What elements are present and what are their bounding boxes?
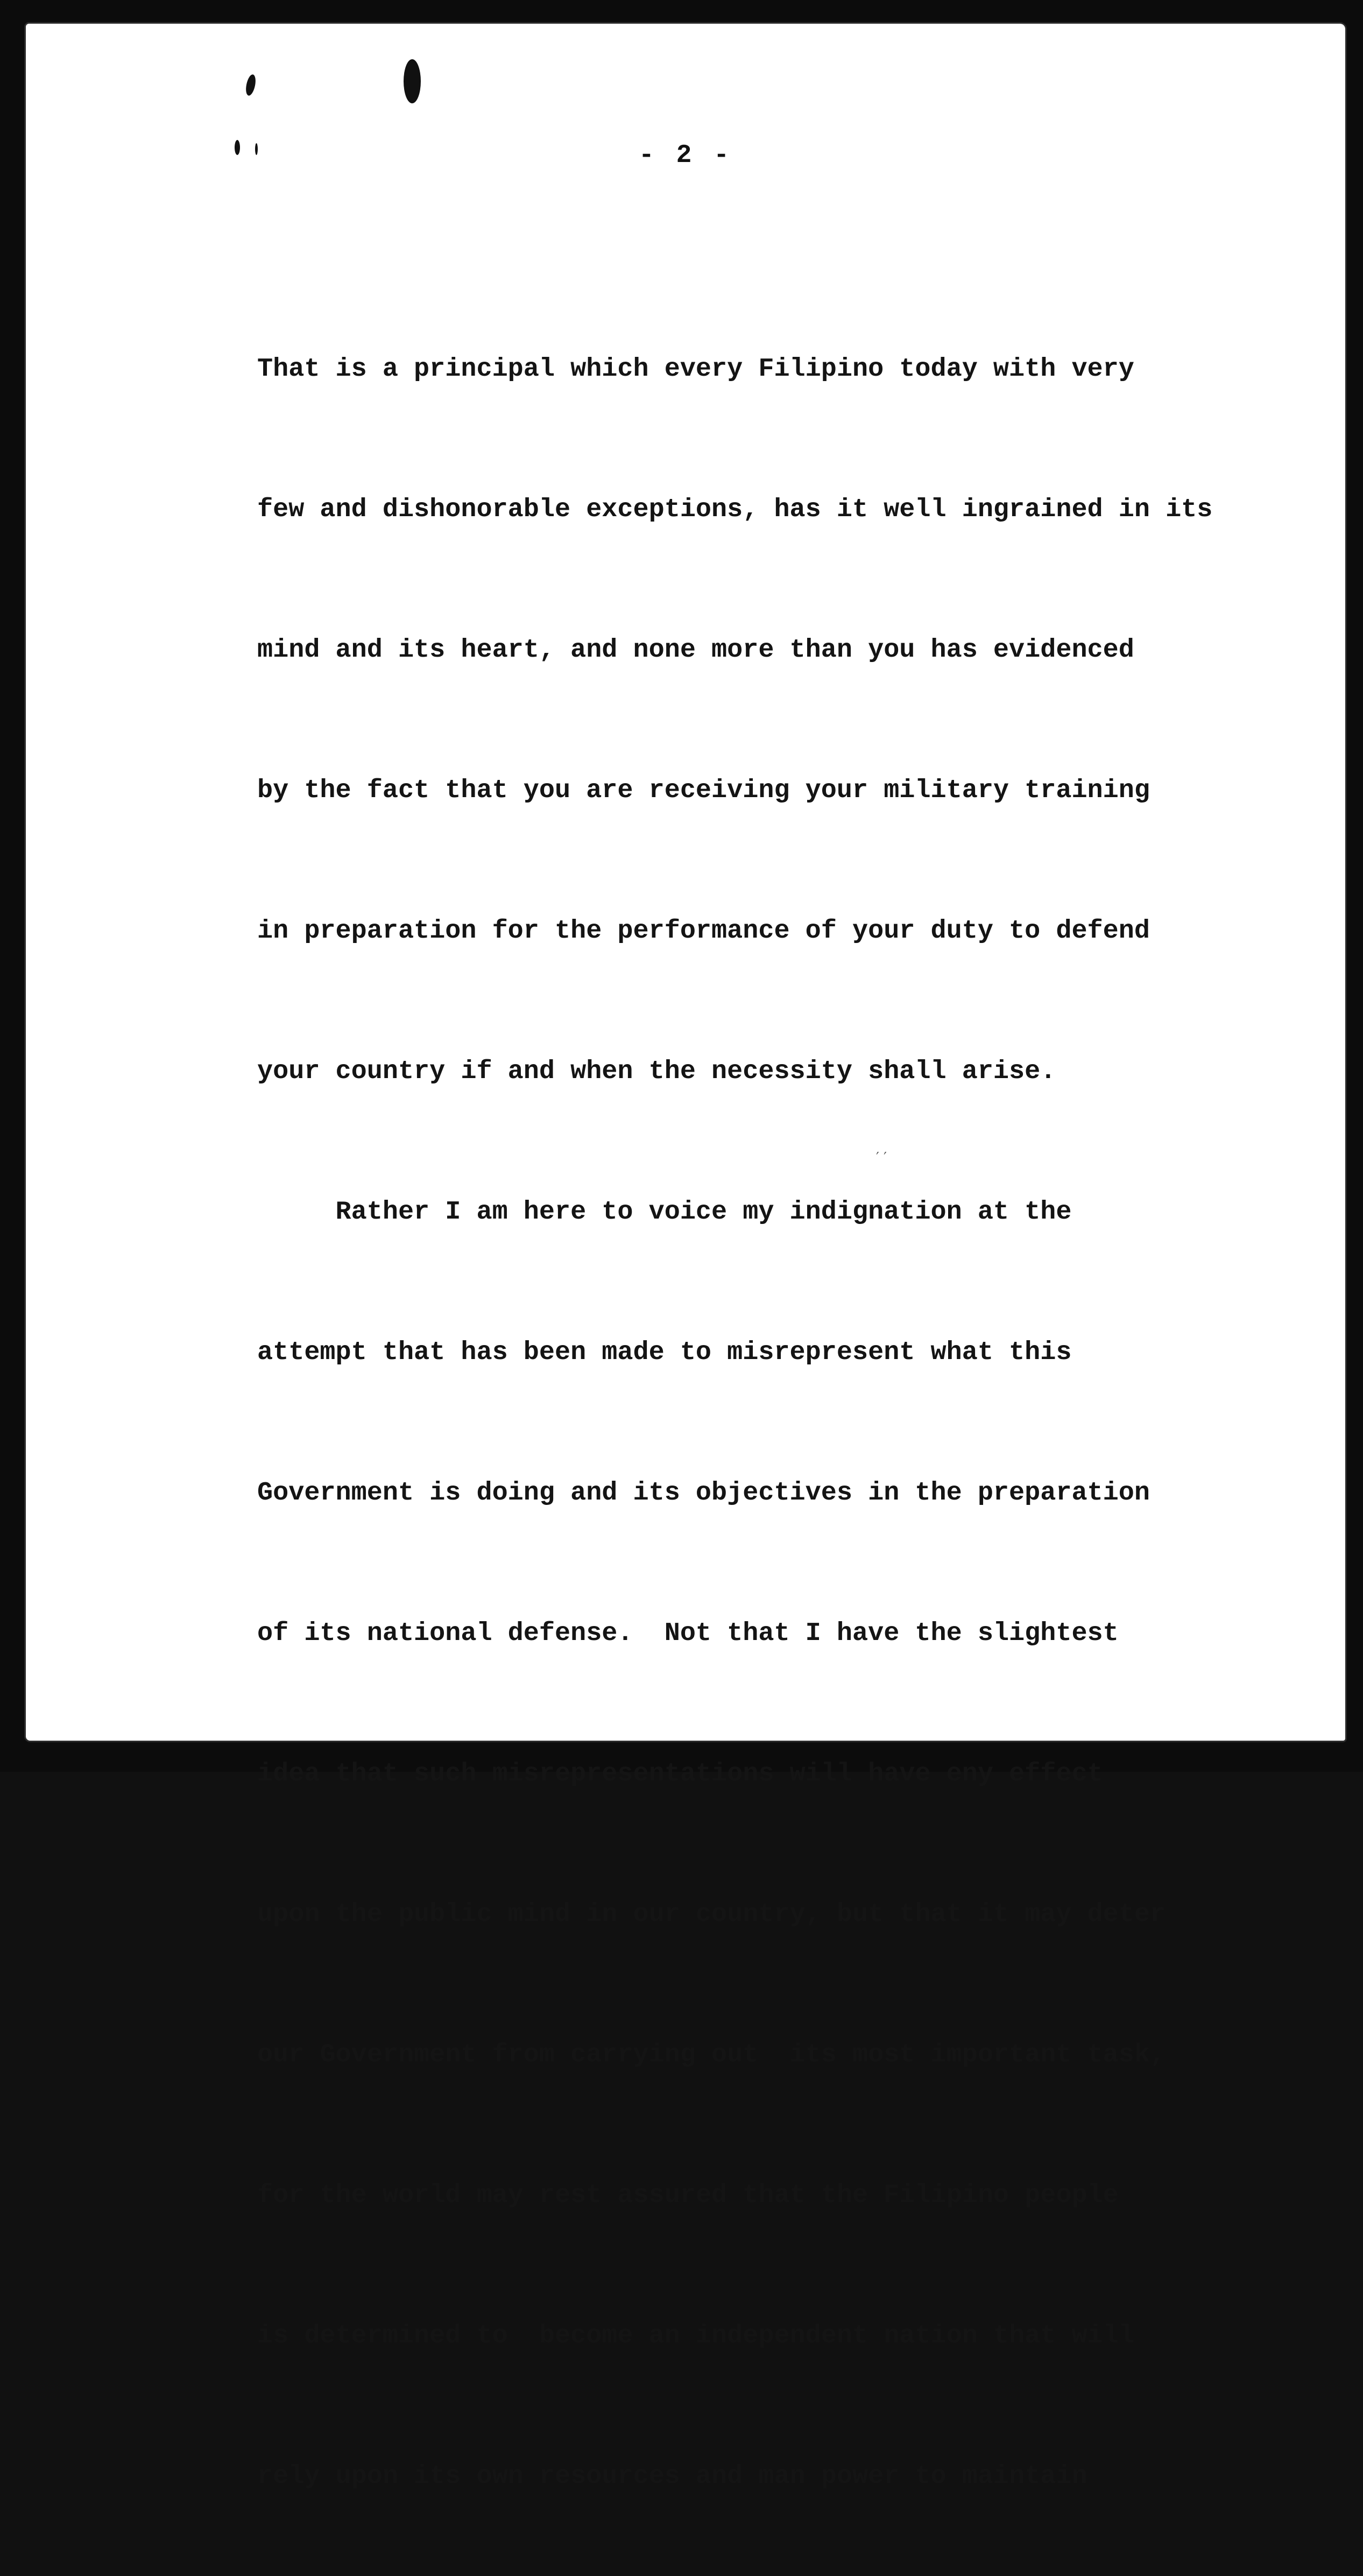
binder-mark	[244, 74, 257, 96]
text-line: idea that such misrepresentations will have eny effect	[257, 1759, 1103, 1789]
text-line: attempt that has been made to misrepresent what this	[257, 1338, 1072, 1367]
typewritten-page	[26, 24, 1345, 2491]
text-line: Government is doing and its objectives in the preparation	[257, 1478, 1150, 1508]
page-number: - 2 -	[638, 141, 733, 170]
text-line: Rather I am here to voice my indignation at the	[257, 1197, 1072, 1227]
text-line: our Government from carrying out its most important task,	[257, 2040, 1166, 2070]
text-line: for the world may rest assured that the Filipino people	[257, 2180, 1119, 2210]
binder-mark	[404, 59, 421, 103]
text-line: of its national defense. Not that I have the slightest	[257, 1618, 1119, 1648]
text-line: mind and its heart, and none more than you has evidenced	[257, 635, 1134, 665]
text-line: upon the public mind in our country, but that it may deter	[257, 1899, 1166, 1929]
text-line: is determined to become an independent nation that will	[257, 2321, 1134, 2350]
text-line: by the fact that you are receiving your military training	[257, 776, 1150, 805]
text-line: That is a principal which every Filipino today with very	[257, 354, 1134, 384]
text-line: few and dishonorable exceptions, has it well ingrained in its	[257, 495, 1213, 524]
typewritten-body	[257, 269, 1323, 2576]
text-line: rely upon its own resources and man power to maintain	[257, 2461, 1087, 2491]
text-line: in preparation for the performance of your duty to defend	[257, 916, 1150, 946]
pencil-annotation-mark: ′ ′	[876, 1150, 887, 1166]
text-line: your country if and when the necessity shall arise.	[257, 1057, 1056, 1086]
